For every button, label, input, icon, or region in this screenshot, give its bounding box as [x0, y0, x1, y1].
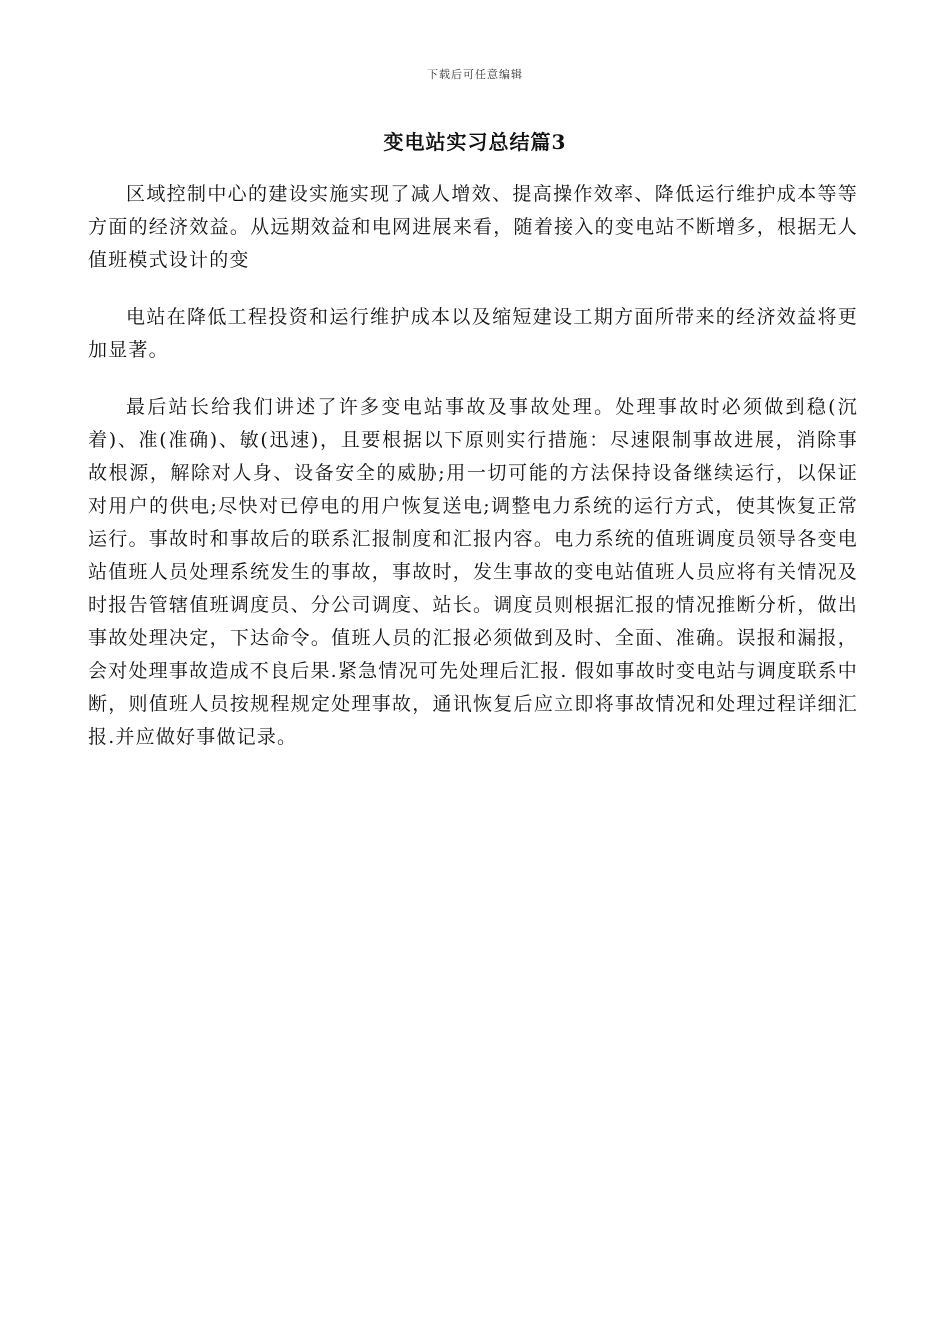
document-title: 变电站实习总结篇3	[383, 130, 567, 154]
paragraph: 最后站长给我们讲述了许多变电站事故及事故处理。处理事故时必须做到稳(沉着)、准(准确)、敏(迅速)，且要根据以下原则实行措施：尽速限制事故进展，消除事故根源，解除对人身、设备安全的威胁;用一切可能的方法保持设备继续运行，以保证对用户的供电;尽快对已停电的用户恢复送电;调整电力系统的运行方式，使其恢复正常运行。事故时和事故后的联系汇报制度和汇报内容。电力系统的值班调度员领导各变电站值班人员处理系统发生的事故，事故时，发生事故的变电站值班人员应将有关情况及时报告管辖值班调度员、分公司调度、站长。调度员则根据汇报的情况推断分析，做出事故处理决定，下达命令。值班人员的汇报必须做到及时、全面、准确。误报和漏报，会对处理事故造成不良后果.紧急情况可先处理后汇报. 假如事故时变电站与调度联系中断，则值班人员按规程规定处理事故，通讯恢复后应立即将事故情况和处理过程详细汇报.并应做好事做记录。	[88, 396, 858, 748]
paragraph: 区域控制中心的建设实施实现了减人增效、提高操作效率、降低运行维护成本等等方面的经济效益。从远期效益和电网进展来看，随着接入的变电站不断增多，根据无人值班模式设计的变	[88, 183, 858, 271]
document-body	[88, 178, 858, 778]
header-note: 下载后可任意编辑	[427, 68, 523, 81]
paragraph: 电站在降低工程投资和运行维护成本以及缩短建设工期方面所带来的经济效益将更加显著。	[88, 306, 858, 361]
